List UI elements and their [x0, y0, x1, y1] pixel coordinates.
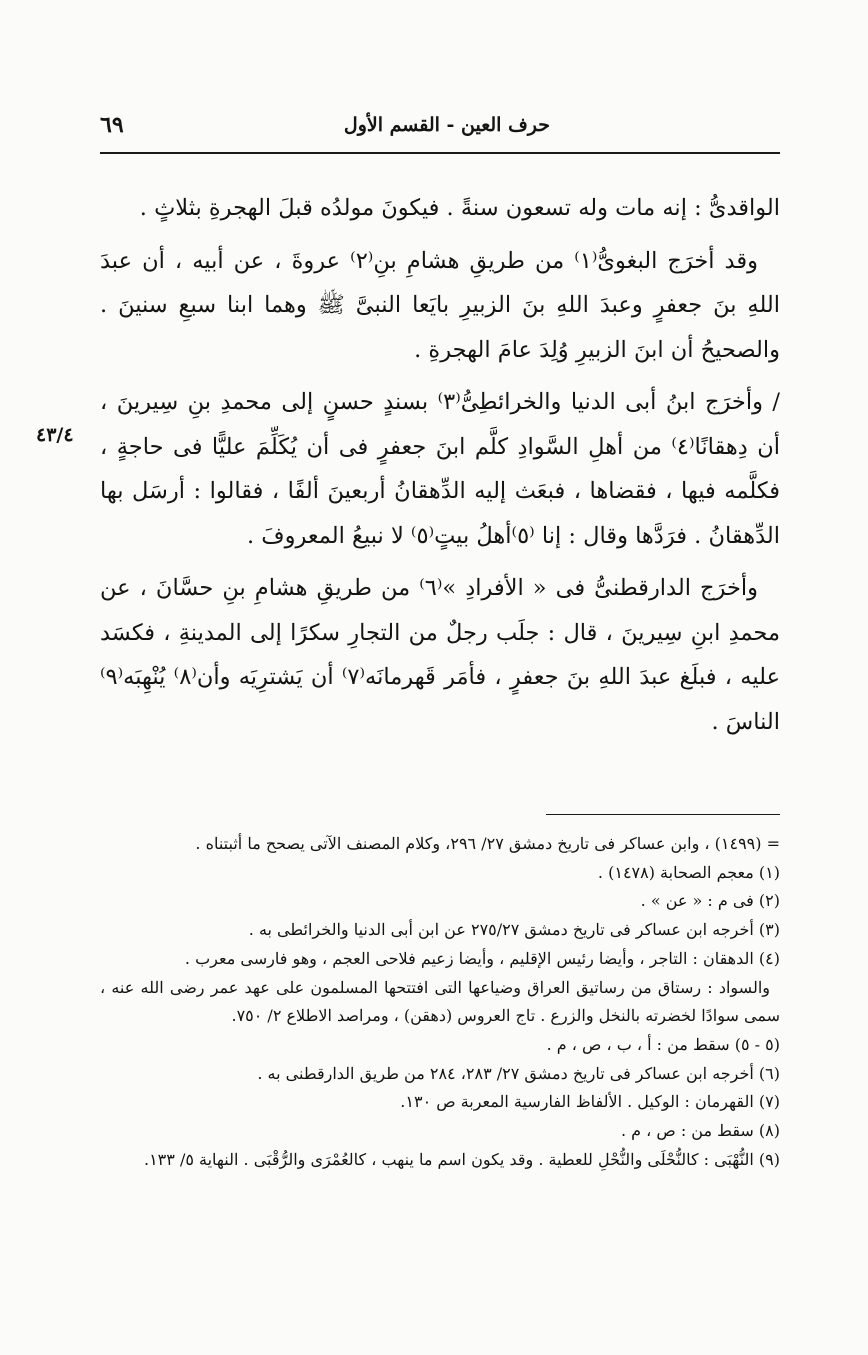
paragraph-1: الواقدىُّ : إنه مات وله تسعون سنةً . فيكونَ مولدُه قبلَ الهجرةِ بثلاثٍ . — [139, 195, 780, 221]
page-header — [100, 112, 780, 142]
footnote-8: (٨) سقط من : ص ، م . — [620, 1121, 780, 1141]
paragraph-2: وقد أخرَج البغوىُّ⁽١⁾ من طريقِ هشامِ بنِ⁽٢⁾ عروةَ ، عن أبيه ، أن عبدَ اللهِ بنَ جعفرٍ وعبدَ اللهِ بنَ الزبيرِ بايَعا النبىَّ ﷺ وهما ابنا سبعِ سنينَ . والصحيحُ أن ابنَ الزبيرِ وُلِدَ عامَ الهجرةِ . — [100, 247, 780, 363]
footnote-9: (٩) النُّهْبَى : كالنُّحْلَى والنُّحْلِ للعطية . وقد يكون اسم ما ينهب ، كالعُمْرَى والرُّقْبَى . النهاية ٥/ ١٣٣. — [143, 1149, 780, 1169]
footnote-6: (٦) أخرجه ابن عساكر فى تاريخ دمشق ٢٧/ ٢٨٣، ٢٨٤ من طريق الدارقطنى به . — [257, 1063, 780, 1083]
main-text — [100, 186, 780, 752]
footnote-4-continued: والسواد : رستاق من رساتيق العراق وضياعها التى افتتحها المسلمون على عهد عمر رضى الله عنه ، سمى سوادًا لخضرته بالنخل والزرع . تاج العروس (دهقن) ، ومراصد الاطلاع ٢/ ٧٥٠. — [100, 977, 780, 1026]
footnotes — [100, 830, 780, 1174]
footnote-2: (٢) فى م : « عن » . — [640, 891, 780, 911]
footnote-5: (٥ - ٥) سقط من : أ ، ب ، ص ، م . — [546, 1034, 780, 1054]
footnote-3: (٣) أخرجه ابن عساكر فى تاريخ دمشق ٢٧٥/٢٧ عن ابن أبى الدنيا والخرائطى به . — [248, 920, 780, 940]
footnote-1: (١) معجم الصحابة (١٤٧٨) . — [597, 862, 780, 882]
footnote-7: (٧) القهرمان : الوكيل . الألفاظ الفارسية المعربة ص ١٣٠. — [400, 1092, 780, 1112]
page-number: ٦٩ — [100, 112, 124, 138]
paragraph-4: وأخرَج الدارقطنىُّ فى « الأفرادِ »⁽٦⁾ من طريقِ هشامِ بنِ حسَّانَ ، عن محمدِ ابنِ سِيرينَ ، قال : جلَب رجلٌ من التجارِ سكرًا إلى المدينةِ ، فكسَد عليه ، فبلَغ عبدَ اللهِ بنَ جعفرٍ ، فأمَر قَهرمانَه⁽٧⁾ أن يَشترِيَه وأن⁽٨⁾ يُنْهِبَه⁽٩⁾ الناسَ . — [100, 575, 781, 735]
footnote-4: (٤) الدهقان : التاجر ، وأيضا رئيس الإقليم ، وأيضا زعيم فلاحى العجم ، وهو فارسى معرب . — [184, 948, 780, 968]
footnote-separator — [546, 814, 780, 815]
running-title: حرف العين - القسم الأول — [343, 114, 550, 136]
paragraph-3: / وأخرَج ابنُ أبى الدنيا والخرائطِىُّ⁽٣⁾ بسندٍ حسنٍ إلى محمدِ بنِ سِيرينَ ، أن دِهقانًا⁽٤⁾ من أهلِ السَّوادِ كلَّم ابنَ جعفرٍ فى أن يُكَلِّمَ عليًّا فى حاجةٍ ، فكلَّمه فيها ، فقضاها ، فبعَث إليه الدِّهقانُ أربعينَ ألفًا ، فقالوا : أرسَل بها الدِّهقانُ . فرَدَّها وقال : إنا ⁽٥⁾أهلُ بيتٍ⁽٥⁾ لا نبيعُ المعروفَ . — [100, 389, 781, 549]
header-rule — [100, 152, 780, 154]
footnote-continued: = (١٤٩٩) ، وابن عساكر فى تاريخ دمشق ٢٧/ ٢٩٦، وكلام المصنف الآتى يصحح ما أثبتناه . — [195, 834, 780, 853]
margin-reference: ٤٣/٤ — [36, 424, 74, 446]
